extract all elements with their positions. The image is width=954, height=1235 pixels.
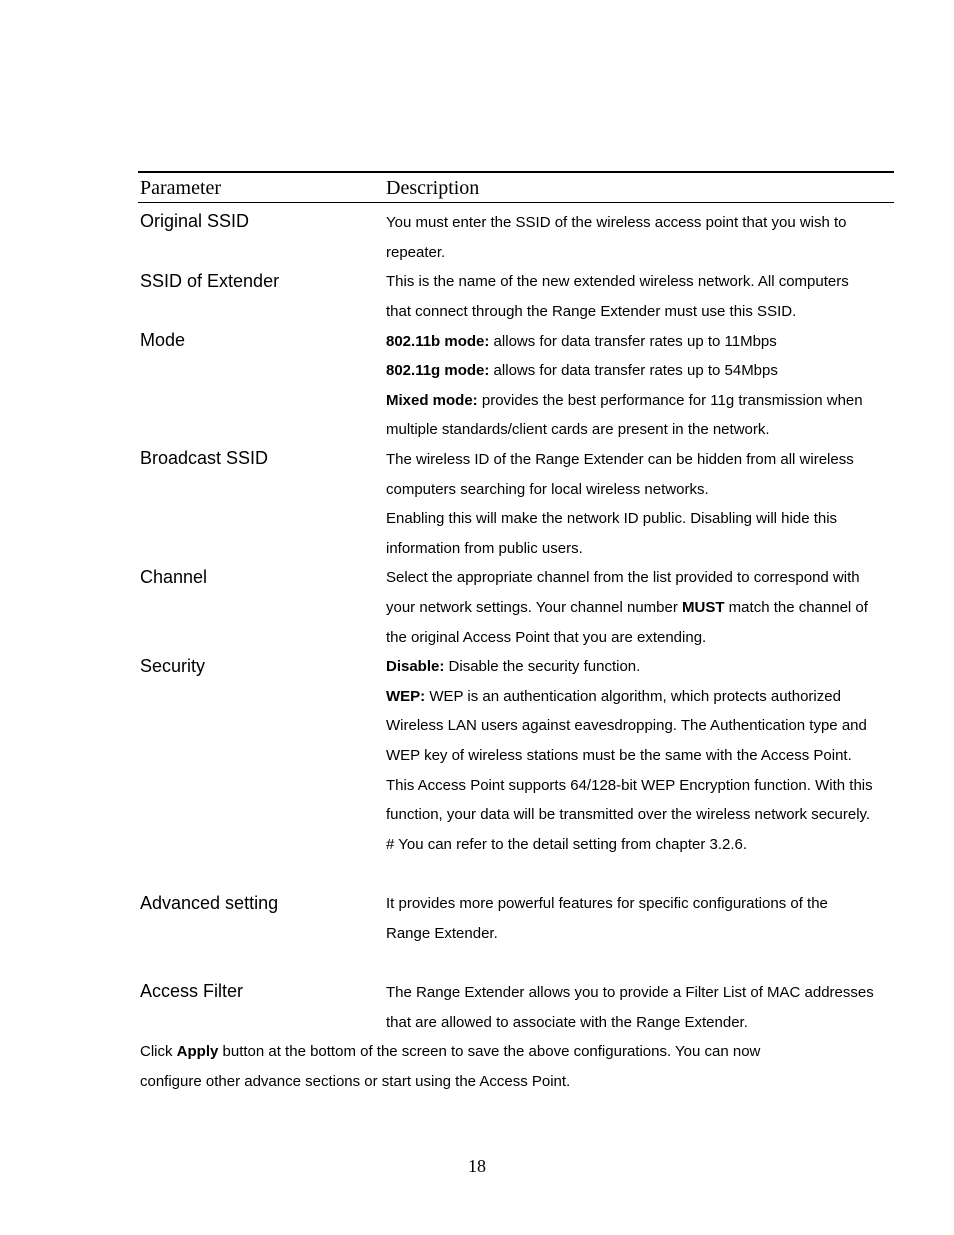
note-text: Click	[140, 1043, 177, 1060]
desc-line: Select the appropriate channel from the list provided to correspond with	[386, 569, 860, 586]
desc-line: Range Extender.	[386, 925, 498, 942]
table-top-rule	[138, 171, 894, 173]
page-number: 18	[468, 1156, 486, 1176]
desc-line: computers searching for local wireless networks.	[386, 481, 709, 498]
desc-text: Disable the security function.	[444, 658, 641, 675]
table-header-rule	[138, 202, 894, 203]
param-original-ssid: Original SSID	[140, 211, 250, 231]
desc-line: It provides more powerful features for specific configurations of the	[386, 895, 828, 912]
desc-text: provides the best performance for 11g transmission when	[477, 392, 863, 409]
desc-bold: WEP:	[386, 688, 426, 705]
desc-line: repeater.	[386, 244, 446, 261]
desc-line	[386, 360, 778, 382]
desc-line: WEP key of wireless stations must be the same with the Access Point.	[386, 747, 852, 764]
note-bold: Apply	[176, 1043, 219, 1060]
header-parameter: Parameter	[140, 177, 222, 199]
desc-line	[386, 597, 868, 619]
desc-bold: Disable:	[386, 658, 445, 675]
desc-line: multiple standards/client cards are present in the network.	[386, 421, 770, 438]
desc-line: function, your data will be transmitted over the wireless network securely.	[386, 806, 871, 823]
param-advanced-setting: Advanced setting	[140, 893, 279, 913]
param-access-filter: Access Filter	[140, 981, 244, 1001]
desc-line: The Range Extender allows you to provide a Filter List of MAC addresses	[386, 984, 874, 1001]
param-channel: Channel	[140, 567, 208, 587]
param-mode: Mode	[140, 330, 186, 350]
desc-bold: Mixed mode:	[386, 392, 478, 409]
desc-line: that are allowed to associate with the Range Extender.	[386, 1014, 748, 1031]
desc-line: This is the name of the new extended wireless network. All computers	[386, 273, 849, 290]
desc-line: Enabling this will make the network ID public. Disabling will hide this	[386, 510, 838, 527]
desc-line	[386, 390, 863, 412]
desc-bold: 802.11g mode:	[386, 362, 490, 379]
desc-line: that connect through the Range Extender must use this SSID.	[386, 303, 797, 320]
note-text: button at the bottom of the screen to save the above configurations. You can now	[218, 1043, 761, 1060]
desc-line: the original Access Point that you are extending.	[386, 629, 707, 646]
footer-note-line-2: configure other advance sections or start using the Access Point.	[140, 1073, 571, 1090]
desc-line: # You can refer to the detail setting from chapter 3.2.6.	[386, 836, 748, 853]
param-broadcast-ssid: Broadcast SSID	[140, 448, 269, 468]
param-ssid-of-extender: SSID of Extender	[140, 271, 280, 291]
desc-text: allows for data transfer rates up to 54Mbps	[489, 362, 778, 379]
desc-line: The wireless ID of the Range Extender can be hidden from all wireless	[386, 451, 854, 468]
footer-note-line-1	[140, 1041, 760, 1063]
desc-bold: 802.11b mode:	[386, 333, 490, 350]
desc-line	[386, 686, 841, 708]
desc-line: You must enter the SSID of the wireless access point that you wish to	[386, 214, 847, 231]
desc-line	[386, 331, 777, 353]
desc-line: This Access Point supports 64/128-bit WEP Encryption function. With this	[386, 777, 873, 794]
desc-text: match the channel of	[724, 599, 868, 616]
desc-text: your network settings. Your channel number	[386, 599, 683, 616]
header-description: Description	[386, 177, 480, 199]
desc-line	[386, 656, 640, 678]
desc-bold: MUST	[682, 599, 725, 616]
desc-line: information from public users.	[386, 540, 583, 557]
desc-text: allows for data transfer rates up to 11Mbps	[489, 333, 777, 350]
param-security: Security	[140, 656, 206, 676]
desc-line: Wireless LAN users against eavesdropping. The Authentication type and	[386, 717, 867, 734]
desc-text: WEP is an authentication algorithm, which protects authorized	[425, 688, 841, 705]
